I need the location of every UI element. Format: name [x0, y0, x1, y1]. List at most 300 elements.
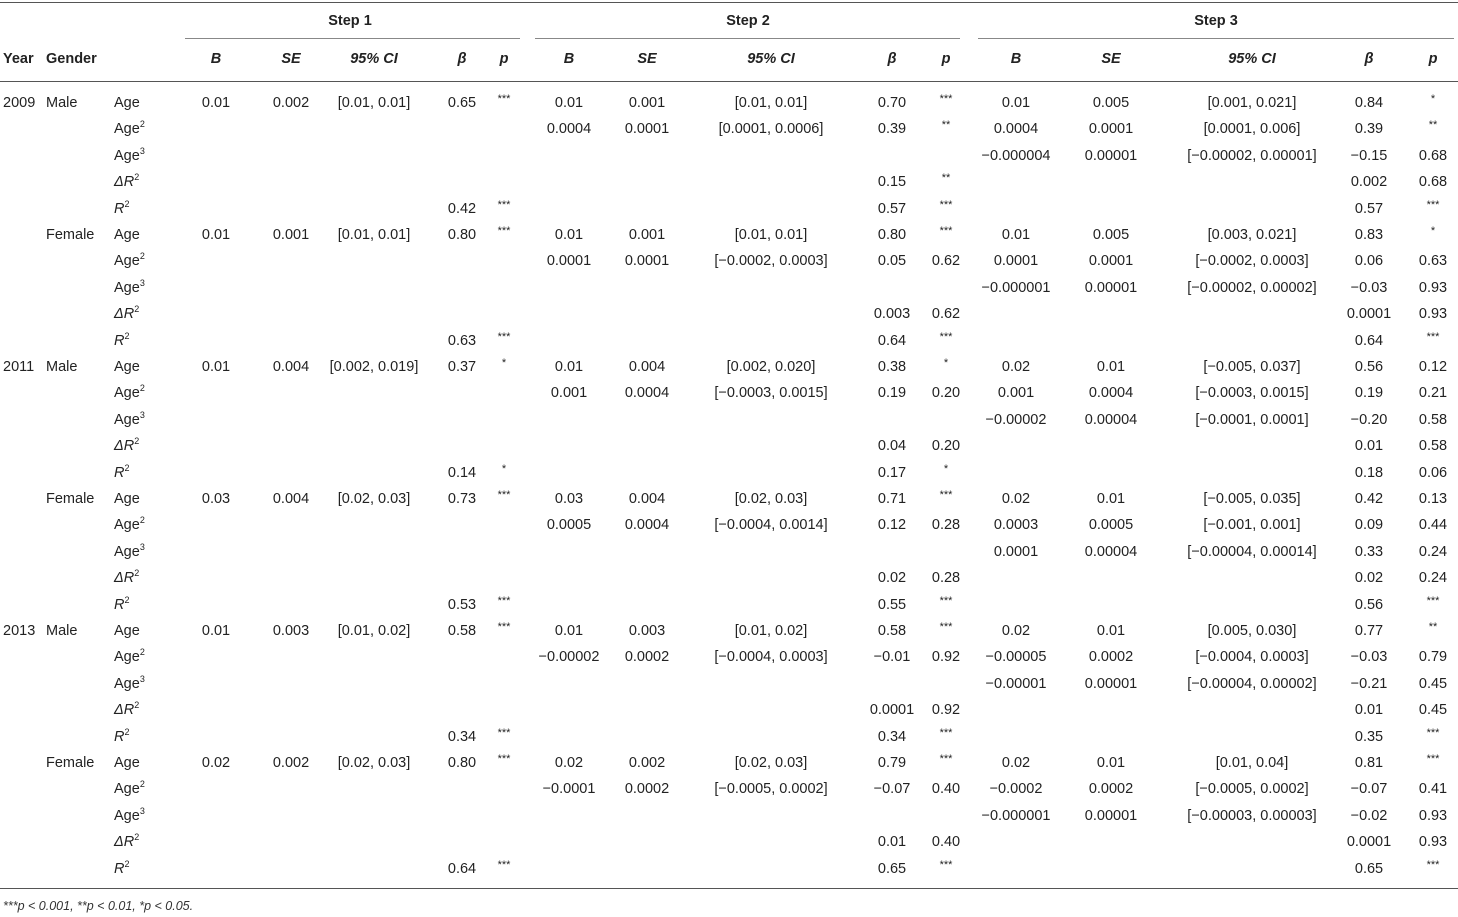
- table-cell: *: [943, 462, 949, 475]
- table-cell: 0.0001: [624, 253, 670, 270]
- table-cell: 0.01: [554, 227, 584, 243]
- term-label: $R^2$: [114, 726, 130, 745]
- table-cell: 0.02: [1354, 570, 1384, 587]
- gender-cell: Male: [46, 359, 78, 375]
- table-cell: −0.01: [873, 649, 911, 666]
- table-cell: −0.20: [1350, 411, 1388, 428]
- table-cell: 0.003: [272, 623, 310, 639]
- term-label: $\Delta R^2$: [114, 172, 140, 191]
- term-label: $\Delta R^2$: [114, 304, 140, 323]
- table-cell: ***: [1426, 726, 1440, 739]
- table-cell: 0.0001: [869, 702, 915, 719]
- table-cell: 0.37: [447, 359, 477, 375]
- table-cell: 0.0004: [1088, 385, 1134, 402]
- table-cell: *: [1430, 225, 1436, 237]
- table-cell: 0.00001: [1084, 147, 1138, 164]
- table-cell: 0.03: [201, 491, 231, 507]
- term-label: Age: [114, 491, 140, 507]
- table-cell: 0.003: [628, 623, 666, 639]
- table-cell: 0.005: [1092, 95, 1130, 111]
- table-cell: −0.000001: [981, 807, 1051, 824]
- table-cell: 0.02: [1001, 491, 1031, 507]
- table-cell: [0.002, 0.019]: [329, 359, 419, 375]
- table-cell: 0.002: [628, 755, 666, 771]
- term-label: $R^2$: [114, 198, 130, 217]
- table-cell: [−0.0005, 0.0002]: [714, 781, 828, 798]
- term-label: Age: [114, 359, 140, 375]
- table-cell: ***: [939, 858, 953, 871]
- table-cell: −0.00001: [985, 675, 1047, 692]
- gender-header: Gender: [46, 51, 97, 67]
- term-label: Age: [114, 755, 140, 771]
- table-cell: −0.03: [1350, 279, 1388, 296]
- table-cell: 0.00004: [1084, 411, 1138, 428]
- table-cell: [−0.0004, 0.0003]: [714, 649, 828, 666]
- table-cell: *: [1430, 93, 1436, 105]
- table-cell: −0.000004: [981, 147, 1051, 164]
- table-cell: [0.0001, 0.0006]: [718, 121, 824, 138]
- table-cell: 0.33: [1354, 543, 1384, 560]
- table-cell: 0.06: [1418, 464, 1448, 481]
- step3-rule: [978, 38, 1454, 39]
- table-cell: ***: [1426, 594, 1440, 607]
- table-cell: −0.00005: [985, 649, 1047, 666]
- table-cell: [−0.00004, 0.00002]: [1187, 675, 1317, 692]
- table-cell: 0.02: [554, 755, 584, 771]
- col-header-step3-3: β: [1364, 51, 1374, 67]
- table-cell: 0.62: [931, 253, 961, 270]
- table-cell: 0.41: [1418, 781, 1448, 798]
- table-cell: ***: [497, 753, 511, 765]
- table-cell: 0.80: [447, 227, 477, 243]
- table-cell: 0.64: [1354, 332, 1384, 349]
- table-cell: 0.001: [997, 385, 1035, 402]
- table-cell: 0.58: [877, 623, 907, 639]
- table-cell: [0.02, 0.03]: [734, 491, 808, 507]
- table-cell: ***: [497, 93, 511, 105]
- table-cell: [0.01, 0.01]: [337, 227, 411, 243]
- table-cell: 0.64: [447, 860, 477, 877]
- table-cell: 0.01: [1096, 491, 1126, 507]
- col-header-step3-2: 95% CI: [1228, 51, 1276, 67]
- table-cell: 0.0005: [1088, 517, 1134, 534]
- step1-rule: [185, 38, 520, 39]
- term-label: $R^2$: [114, 594, 130, 613]
- term-label: Age: [114, 227, 140, 243]
- term-label: Age$^3$: [114, 673, 145, 692]
- table-cell: 0.17: [877, 464, 907, 481]
- table-cell: ***: [939, 93, 953, 105]
- year-header: Year: [3, 51, 34, 67]
- table-cell: ***: [939, 621, 953, 633]
- table-cell: 0.01: [877, 834, 907, 851]
- table-cell: 0.0002: [624, 781, 670, 798]
- table-cell: [0.0001, 0.006]: [1203, 121, 1301, 138]
- table-cell: [−0.0002, 0.0003]: [714, 253, 828, 270]
- table-cell: [0.01, 0.02]: [337, 623, 411, 639]
- table-cell: 0.00004: [1084, 543, 1138, 560]
- table-cell: 0.64: [877, 332, 907, 349]
- table-cell: 0.28: [931, 570, 961, 587]
- table-cell: ***: [497, 621, 511, 633]
- gender-cell: Female: [46, 227, 95, 243]
- gender-cell: Female: [46, 491, 95, 507]
- term-label: Age$^3$: [114, 805, 145, 824]
- table-cell: −0.000001: [981, 279, 1051, 296]
- col-header-step1-1: SE: [281, 51, 301, 67]
- table-cell: [0.005, 0.030]: [1207, 623, 1297, 639]
- step2-rule: [535, 38, 960, 39]
- table-cell: 0.56: [1354, 359, 1384, 375]
- table-cell: 0.93: [1418, 306, 1448, 323]
- table-cell: 0.003: [873, 306, 911, 323]
- table-cell: −0.07: [1350, 781, 1388, 798]
- table-cell: ***: [939, 225, 953, 237]
- year-cell: 2011: [3, 359, 35, 375]
- table-cell: 0.0001: [546, 253, 592, 270]
- table-cell: 0.53: [447, 596, 477, 613]
- table-cell: [−0.0004, 0.0014]: [714, 517, 828, 534]
- table-cell: 0.93: [1418, 807, 1448, 824]
- footnote: ***p < 0.001, **p < 0.01, *p < 0.05.: [3, 899, 194, 913]
- term-label: $\Delta R^2$: [114, 832, 140, 851]
- table-cell: [0.02, 0.03]: [734, 755, 808, 771]
- table-cell: 0.02: [201, 755, 231, 771]
- table-cell: 0.45: [1418, 675, 1448, 692]
- term-label: Age$^2$: [114, 515, 145, 534]
- table-cell: 0.0001: [624, 121, 670, 138]
- table-cell: 0.001: [628, 227, 666, 243]
- table-cell: 0.83: [1354, 227, 1384, 243]
- col-header-step2-2: 95% CI: [747, 51, 795, 67]
- table-cell: ***: [1426, 330, 1440, 343]
- table-cell: [−0.0004, 0.0003]: [1195, 649, 1309, 666]
- table-cell: **: [941, 172, 951, 185]
- table-cell: [−0.00003, 0.00003]: [1187, 807, 1317, 824]
- table-cell: 0.0004: [993, 121, 1039, 138]
- table-cell: 0.80: [447, 755, 477, 771]
- table-cell: 0.01: [554, 359, 584, 375]
- table-cell: [−0.0003, 0.0015]: [1195, 385, 1309, 402]
- table-cell: 0.65: [1354, 860, 1384, 877]
- table-cell: 0.93: [1418, 279, 1448, 296]
- term-label: Age: [114, 95, 140, 111]
- term-label: Age$^3$: [114, 409, 145, 428]
- table-cell: 0.70: [877, 95, 907, 111]
- table-cell: 0.0001: [1346, 834, 1392, 851]
- table-cell: [−0.00004, 0.00014]: [1187, 543, 1317, 560]
- gender-cell: Male: [46, 95, 78, 111]
- table-cell: 0.93: [1418, 834, 1448, 851]
- table-cell: 0.01: [201, 359, 231, 375]
- table-cell: ***: [1426, 198, 1440, 211]
- table-cell: 0.58: [1418, 411, 1448, 428]
- table-cell: 0.12: [1418, 359, 1448, 375]
- table-cell: 0.42: [447, 200, 477, 217]
- table-cell: 0.0001: [993, 253, 1039, 270]
- table-cell: −0.15: [1350, 147, 1388, 164]
- table-cell: 0.40: [931, 834, 961, 851]
- table-cell: 0.63: [1418, 253, 1448, 270]
- table-cell: **: [941, 119, 951, 132]
- table-cell: 0.84: [1354, 95, 1384, 111]
- col-header-step2-4: p: [941, 51, 951, 67]
- table-cell: ***: [497, 858, 511, 871]
- col-header-step2-0: B: [563, 51, 575, 67]
- table-cell: 0.004: [628, 359, 666, 375]
- col-header-step1-4: p: [499, 51, 509, 67]
- step2-header: Step 2: [726, 13, 770, 29]
- table-cell: [0.01, 0.01]: [734, 227, 808, 243]
- table-cell: 0.0001: [1088, 253, 1134, 270]
- table-cell: [0.01, 0.01]: [734, 95, 808, 111]
- table-cell: 0.02: [1001, 755, 1031, 771]
- table-cell: 0.01: [554, 623, 584, 639]
- term-label: $R^2$: [114, 858, 130, 877]
- table-cell: [0.02, 0.03]: [337, 755, 411, 771]
- table-cell: [−0.0003, 0.0015]: [714, 385, 828, 402]
- table-cell: *: [943, 357, 949, 369]
- col-header-step1-2: 95% CI: [350, 51, 398, 67]
- table-cell: 0.45: [1418, 702, 1448, 719]
- gender-cell: Male: [46, 623, 78, 639]
- table-cell: [0.01, 0.01]: [337, 95, 411, 111]
- table-cell: 0.005: [1092, 227, 1130, 243]
- table-cell: [0.002, 0.020]: [726, 359, 816, 375]
- table-cell: 0.02: [877, 570, 907, 587]
- table-cell: 0.0005: [546, 517, 592, 534]
- table-cell: ***: [939, 753, 953, 765]
- table-cell: 0.80: [877, 227, 907, 243]
- term-label: $\Delta R^2$: [114, 700, 140, 719]
- table-cell: 0.0004: [546, 121, 592, 138]
- col-header-step3-4: p: [1428, 51, 1438, 67]
- term-label: Age: [114, 623, 140, 639]
- table-cell: ***: [497, 726, 511, 739]
- table-cell: 0.0003: [993, 517, 1039, 534]
- table-cell: −0.00002: [538, 649, 600, 666]
- term-label: $R^2$: [114, 330, 130, 349]
- table-cell: [−0.00002, 0.00001]: [1187, 147, 1317, 164]
- table-cell: 0.14: [447, 464, 477, 481]
- table-cell: 0.79: [1418, 649, 1448, 666]
- table-cell: 0.0004: [624, 385, 670, 402]
- table-cell: −0.07: [873, 781, 911, 798]
- table-cell: 0.004: [272, 359, 310, 375]
- table-cell: [0.01, 0.04]: [1215, 755, 1289, 771]
- col-header-step3-1: SE: [1101, 51, 1121, 67]
- table-cell: *: [501, 462, 507, 475]
- table-cell: 0.0001: [993, 543, 1039, 560]
- table-cell: 0.92: [931, 649, 961, 666]
- table-cell: **: [1428, 621, 1438, 633]
- table-cell: [−0.0001, 0.0001]: [1195, 411, 1309, 428]
- table-cell: 0.15: [877, 174, 907, 191]
- term-label: Age$^3$: [114, 541, 145, 560]
- table-cell: 0.58: [1418, 438, 1448, 455]
- table-cell: [−0.0005, 0.0002]: [1195, 781, 1309, 798]
- table-cell: 0.68: [1418, 147, 1448, 164]
- table-cell: ***: [497, 594, 511, 607]
- table-cell: 0.01: [201, 623, 231, 639]
- table-cell: 0.81: [1354, 755, 1384, 771]
- table-cell: 0.18: [1354, 464, 1384, 481]
- term-label: Age$^2$: [114, 779, 145, 798]
- table-cell: 0.01: [1096, 623, 1126, 639]
- table-cell: 0.01: [201, 95, 231, 111]
- table-cell: 0.02: [1001, 359, 1031, 375]
- table-cell: 0.01: [201, 227, 231, 243]
- table-bottom-rule: [0, 888, 1458, 889]
- table-cell: 0.00001: [1084, 675, 1138, 692]
- table-cell: 0.92: [931, 702, 961, 719]
- table-cell: 0.21: [1418, 385, 1448, 402]
- table-cell: 0.01: [1096, 755, 1126, 771]
- table-cell: 0.65: [877, 860, 907, 877]
- table-cell: 0.65: [447, 95, 477, 111]
- table-cell: ***: [939, 594, 953, 607]
- col-header-step1-0: B: [210, 51, 222, 67]
- table-cell: 0.71: [877, 491, 907, 507]
- term-label: $R^2$: [114, 462, 130, 481]
- table-cell: 0.62: [931, 306, 961, 323]
- table-cell: 0.004: [628, 491, 666, 507]
- table-cell: 0.01: [1001, 95, 1031, 111]
- table-cell: 0.34: [447, 728, 477, 745]
- year-cell: 2009: [3, 95, 36, 111]
- table-cell: 0.0001: [1088, 121, 1134, 138]
- table-cell: 0.01: [1001, 227, 1031, 243]
- table-cell: [−0.00002, 0.00002]: [1187, 279, 1317, 296]
- table-cell: 0.57: [877, 200, 907, 217]
- table-cell: 0.63: [447, 332, 477, 349]
- table-cell: 0.004: [272, 491, 310, 507]
- table-cell: 0.55: [877, 596, 907, 613]
- table-cell: *: [501, 357, 507, 369]
- col-header-step1-3: β: [457, 51, 467, 67]
- table-cell: 0.20: [931, 438, 961, 455]
- table-cell: 0.00001: [1084, 279, 1138, 296]
- table-cell: 0.40: [931, 781, 961, 798]
- step1-header: Step 1: [328, 13, 372, 29]
- term-label: Age$^3$: [114, 277, 145, 296]
- table-cell: 0.77: [1354, 623, 1384, 639]
- table-cell: ***: [939, 330, 953, 343]
- table-cell: −0.0001: [542, 781, 596, 798]
- table-cell: 0.57: [1354, 200, 1384, 217]
- table-cell: 0.002: [1350, 174, 1388, 191]
- table-cell: 0.001: [628, 95, 666, 111]
- table-cell: 0.01: [1096, 359, 1126, 375]
- table-cell: 0.0004: [624, 517, 670, 534]
- table-cell: 0.002: [272, 755, 310, 771]
- table-cell: 0.01: [1354, 702, 1384, 719]
- table-cell: ***: [497, 225, 511, 237]
- term-label: $\Delta R^2$: [114, 568, 140, 587]
- table-cell: [0.02, 0.03]: [337, 491, 411, 507]
- table-cell: [0.003, 0.021]: [1207, 227, 1297, 243]
- term-label: $\Delta R^2$: [114, 436, 140, 455]
- table-cell: ***: [939, 726, 953, 739]
- table-cell: 0.73: [447, 491, 477, 507]
- table-top-rule: [0, 2, 1458, 3]
- table-cell: [−0.0002, 0.0003]: [1195, 253, 1309, 270]
- table-cell: 0.24: [1418, 570, 1448, 587]
- table-cell: [0.01, 0.02]: [734, 623, 808, 639]
- table-cell: 0.002: [272, 95, 310, 111]
- table-cell: −0.00002: [985, 411, 1047, 428]
- table-cell: 0.0002: [1088, 781, 1134, 798]
- term-label: Age$^2$: [114, 647, 145, 666]
- table-cell: −0.0002: [989, 781, 1043, 798]
- table-cell: −0.21: [1350, 675, 1388, 692]
- table-cell: 0.05: [877, 253, 907, 270]
- table-cell: 0.35: [1354, 728, 1384, 745]
- table-cell: 0.20: [931, 385, 961, 402]
- table-cell: ***: [939, 198, 953, 211]
- table-cell: 0.00001: [1084, 807, 1138, 824]
- header-rule: [0, 81, 1458, 82]
- table-cell: ***: [1426, 858, 1440, 871]
- table-cell: 0.0002: [1088, 649, 1134, 666]
- table-cell: −0.02: [1350, 807, 1388, 824]
- table-cell: [−0.001, 0.001]: [1203, 517, 1301, 534]
- table-cell: ***: [1426, 753, 1440, 765]
- table-cell: 0.0002: [624, 649, 670, 666]
- table-cell: 0.42: [1354, 491, 1384, 507]
- year-cell: 2013: [3, 623, 36, 639]
- table-cell: ***: [497, 330, 511, 343]
- table-cell: 0.12: [877, 517, 907, 534]
- term-label: Age$^2$: [114, 119, 145, 138]
- table-cell: 0.68: [1418, 174, 1448, 191]
- table-cell: 0.01: [554, 95, 584, 111]
- table-cell: 0.09: [1354, 517, 1384, 534]
- table-cell: 0.04: [877, 438, 907, 455]
- table-cell: 0.58: [447, 623, 477, 639]
- table-cell: 0.39: [1354, 121, 1384, 138]
- term-label: Age$^3$: [114, 145, 145, 164]
- table-cell: 0.24: [1418, 543, 1448, 560]
- table-cell: 0.0001: [1346, 306, 1392, 323]
- table-cell: −0.03: [1350, 649, 1388, 666]
- col-header-step3-0: B: [1010, 51, 1022, 67]
- col-header-step2-1: SE: [637, 51, 657, 67]
- table-cell: 0.28: [931, 517, 961, 534]
- term-label: Age$^2$: [114, 383, 145, 402]
- table-cell: 0.06: [1354, 253, 1384, 270]
- table-cell: 0.01: [1354, 438, 1384, 455]
- table-cell: 0.19: [1354, 385, 1384, 402]
- table-cell: 0.001: [272, 227, 310, 243]
- table-cell: 0.03: [554, 491, 584, 507]
- table-cell: 0.39: [877, 121, 907, 138]
- table-cell: ***: [939, 489, 953, 501]
- table-cell: 0.001: [550, 385, 588, 402]
- table-cell: 0.44: [1418, 517, 1448, 534]
- table-cell: **: [1428, 119, 1438, 132]
- gender-cell: Female: [46, 755, 95, 771]
- term-label: Age$^2$: [114, 251, 145, 270]
- col-header-step2-3: β: [887, 51, 897, 67]
- table-cell: 0.19: [877, 385, 907, 402]
- table-cell: 0.79: [877, 755, 907, 771]
- table-cell: 0.38: [877, 359, 907, 375]
- step3-header: Step 3: [1194, 13, 1238, 29]
- table-cell: [0.001, 0.021]: [1207, 95, 1297, 111]
- table-cell: 0.34: [877, 728, 907, 745]
- table-cell: ***: [497, 489, 511, 501]
